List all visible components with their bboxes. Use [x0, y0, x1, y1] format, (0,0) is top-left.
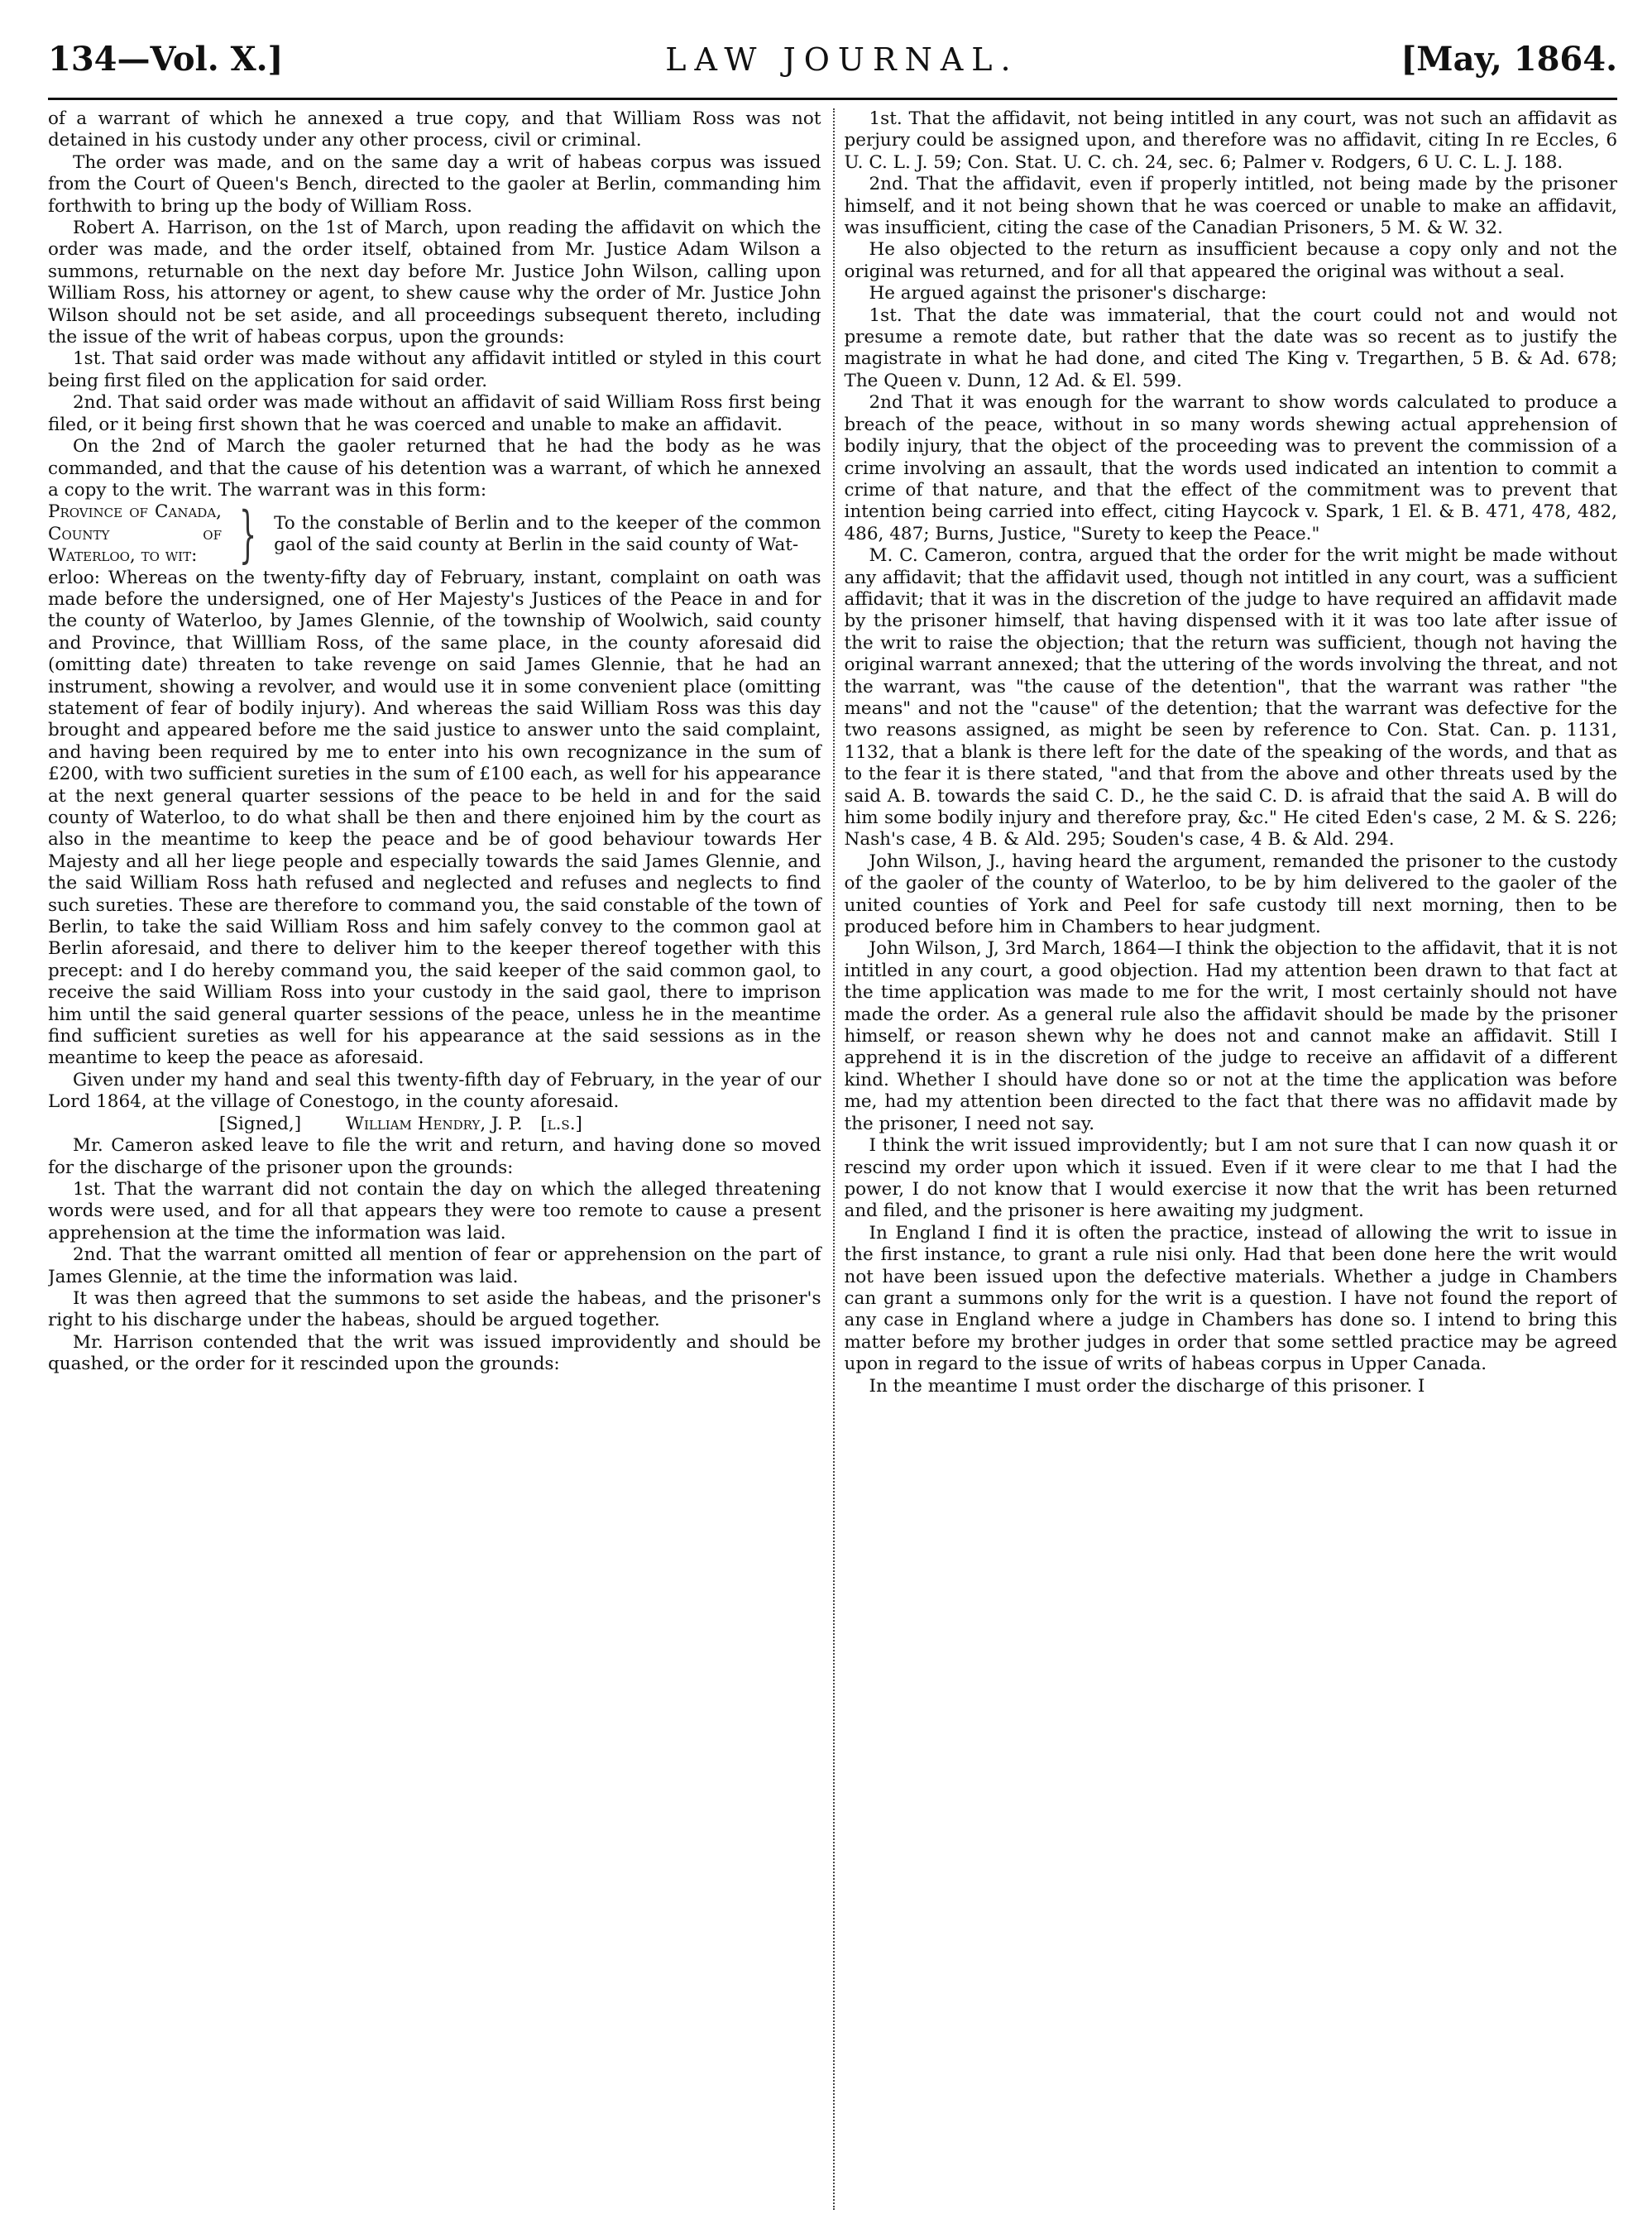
- paragraph: In England I find it is often the practice, instead of allowing the writ to issue in the first instance, to grant a rule nisi only. Had that been done here the writ would not have been issued upon the defective materials. Whether a judge in Chambers can grant a summons only for the writ is a question. I have not found the report of any case in England where a judge in Chambers has done so. I intend to bring this matter before my brother judges in order that some settled practice may be agreed upon in regard to the issue of writs of habeas corpus in Upper Canada.: [844, 1222, 1617, 1375]
- paragraph: Given under my hand and seal this twenty-fifth day of February, in the year of our Lord 1864, at the village of Conestogo, in the county aforesaid.: [48, 1069, 821, 1113]
- header-date: [May, 1864.: [1401, 40, 1617, 79]
- warrant-signature: [48, 1114, 821, 1135]
- paragraph: 1st. That the warrant did not contain the day on which the alleged threatening words were used, and for all that appears they were too remote to cause a present apprehension at the time the information was laid.: [48, 1178, 821, 1244]
- paragraph: The order was made, and on the same day a writ of habeas corpus was issued from the Court of Queen's Bench, directed to the gaoler at Berlin, commanding him forthwith to bring up the body of William Ross.: [48, 151, 821, 217]
- paragraph: He argued against the prisoner's discharge:: [869, 283, 1267, 304]
- warrant-address: To the constable of Berlin and to the keeper of the common gaol of the said county at Berlin in the said county of Wat-: [274, 512, 821, 555]
- paragraph: M. C. Cameron, contra, argued that the order for the writ might be made without any affidavit; that the affidavit used, though not intitled in any court, was a sufficient affidavit; that it was in the discretion of the judge to have required an affidavit made by the prisoner himself, that having dispensed with it it was too late after issue of the writ to raise the objection; that the return was sufficient, though not having the original warrant annexed; that the uttering of the words involving the threat, and not the warrant, was "the cause of the detention", that the warrant was rather "the means" and not the "cause" of the detention; that the warrant was defective for the two reasons assigned, as might be seen by reference to Con. Stat. Can. p. 1131, 1132, that a blank is there left for the date of the speaking of the words, and that as to the fear it is there stated, "and that from the above and other threats used by the said A. B. towards the said C. D., he the said C. D. is afraid that the said A. B will do him some bodily injury and therefore pray, &c." He cited Eden's case, 2 M. & S. 226; Nash's case, 4 B. & Ald. 295; Souden's case, 4 B. & Ald. 294.: [844, 545, 1617, 851]
- signature-signed: [Signed,]: [218, 1113, 302, 1134]
- text-columns: [48, 108, 1617, 2210]
- header-journal-title: LAW JOURNAL.: [665, 41, 1019, 78]
- paragraph: I think the writ issued improvidently; but I am not sure that I can now quash it or rescind my order upon which it issued. Even if it were clear to me that I had the power, I do not know that I would exercise it now that the writ has been returned and filed, and the prisoner is here awaiting my judgment.: [844, 1135, 1617, 1222]
- right-column: [845, 108, 1618, 2210]
- paragraph: Robert A. Harrison, on the 1st of March, upon reading the affidavit on which the order was made, and the order itself, obtained from Mr. Justice Adam Wilson a summons, returnable on the next day before Mr. Justice John Wilson, calling upon William Ross, his attorney or agent, to shew cause why the order of Mr. Justice John Wilson should not be set aside, and all proceedings subsequent thereto, including the issue of the writ of habeas corpus, upon the grounds:: [48, 218, 821, 348]
- paragraph: It was then agreed that the summons to set aside the habeas, and the prisoner's right to his discharge under the habeas, should be argued together.: [48, 1287, 821, 1331]
- paragraph: On the 2nd of March the gaoler returned that he had the body as he was commanded, and that the cause of his detention was a warrant, of which he annexed a copy to the writ. The warrant was in this form:: [48, 436, 821, 501]
- paragraph: 2nd That it was enough for the warrant to show words calculated to produce a breach of the peace, without in so many words shewing actual apprehension of bodily injury, that the object of the proceeding was to prevent the commission of a crime involving an assault, that the words used indicated an intention to commit a crime of that nature, and that the effect of the commitment was to prevent that intention being carried into effect, citing Haycock v. Spark, 1 El. & B. 471, 478, 482, 486, 487; Burns, Justice, "Surety to keep the Peace.": [844, 392, 1617, 544]
- paragraph: He also objected to the return as insufficient because a copy only and not the original was returned, and for all that appeared the original was without a seal.: [844, 239, 1617, 282]
- paragraph: 1st. That the affidavit, not being intitled in any court, was not such an affidavit as perjury could be assigned upon, and therefore was no affidavit, citing In re Eccles, 6 U. C. L. J. 59; Con. Stat. U. C. ch. 24, sec. 6; Palmer v. Rodgers, 6 U. C. L. J. 188.: [844, 108, 1617, 173]
- paragraph: Mr. Harrison contended that the writ was issued improvidently and should be quashed, or the order for it rescinded upon the grounds:: [48, 1331, 821, 1375]
- warrant-venue: Province of Canada, County of Waterloo, to wit:: [48, 501, 222, 567]
- paragraph: of a warrant of which he annexed a true copy, and that William Ross was not detained in his custody under any other process, civil or criminal.: [48, 108, 821, 151]
- left-column: [48, 108, 821, 2210]
- brace-glyph: }: [238, 498, 257, 570]
- paragraph: Mr. Cameron asked leave to file the writ and return, and having done so moved for the discharge of the prisoner upon the grounds:: [48, 1135, 821, 1178]
- paragraph: John Wilson, J, 3rd March, 1864—I think the objection to the affidavit, that it is not intitled in any court, a good objection. Had my attention been drawn to that fact at the time application was made to me for the writ, I most certainly should not have made the order. As a general rule also the affidavit should be made by the prisoner himself, or reason shewn why he does not and cannot make an affidavit. Still I apprehend it is in the discretion of the judge to receive an affidavit of a different kind. Whether I should have done so or not at the time the application was before me, had my attention been directed to the fact that there was no affidavit made by the prisoner, I need not say.: [844, 938, 1617, 1134]
- warrant-form-heading: [48, 498, 821, 570]
- signature-seal: [l.s.]: [540, 1113, 582, 1134]
- paragraph: 1st. That the date was immaterial, that the court could not and would not presume a remote date, but rather that the date was so recent as to justify the magistrate in what he had done, and cited The King v. Tregarthen, 5 B. & Ad. 678; The Queen v. Dunn, 12 Ad. & El. 599.: [844, 304, 1617, 391]
- paragraph: John Wilson, J., having heard the argument, remanded the prisoner to the custody of the gaoler of the county of Waterloo, to be by him delivered to the gaoler of the united counties of York and Peel for safe custody till next morning, then to be produced before him in Chambers to hear judgment.: [844, 851, 1617, 938]
- signature-name: William Hendry, J. P.: [345, 1113, 523, 1134]
- page-header: [48, 40, 1617, 100]
- paragraph: 1st. That said order was made without any affidavit intitled or styled in this court being first filed on the application for said order.: [48, 348, 821, 391]
- paragraph: 2nd. That the affidavit, even if properly intitled, not being made by the prisoner himself, and it not being shown that he was coerced or unable to make an affidavit, was insufficient, citing the case of the Canadian Prisoners, 5 M. & W. 32.: [844, 174, 1617, 239]
- paragraph: 2nd. That said order was made without an affidavit of said William Ross first being filed, or it being first shown that he was coerced and unable to make an affidavit.: [48, 392, 821, 435]
- header-page-volume: 134—Vol. X.]: [48, 40, 284, 79]
- paragraph: 2nd. That the warrant omitted all mention of fear or apprehension on the part of James Glennie, at the time the information was laid.: [48, 1244, 821, 1287]
- paragraph: In the meantime I must order the discharge of this prisoner. I: [869, 1375, 1425, 1397]
- warrant-body: erloo: Whereas on the twenty-fifty day of February, instant, complaint on oath was made before the undersigned, one of Her Majesty's Justices of the Peace in and for the county of Waterloo, by James Glennie, of the township of Woolwich, said county and Province, that Willliam Ross, of the same place, in the county aforesaid did (omitting date) threaten to take revenge on said James Glennie, that he had an instrument, showing a revolver, and would use it in some convenient place (omitting statement of fear of bodily injury). And whereas the said William Ross was this day brought and appeared before me the said justice to answer unto the said complaint, and having been required by me to enter into his own recognizance in the sum of £200, with two sufficient sureties in the sum of £100 each, as well for his appearance at the next general quarter sessions of the peace to be held in and for the said county of Waterloo, to do what shall be then and there enjoined him by the court as also in the meantime to keep the peace and be of good behaviour towards Her Majesty and all her liege people and especially towards the said James Glennie, and the said William Ross hath refused and neglected and refuses and neglects to find such sureties. These are therefore to command you, the said constable of the town of Berlin, to take the said William Ross and him safely convey to the common gaol at Berlin aforesaid, and there to deliver him to the keeper thereof together with this precept: and I do hereby command you, the said keeper of the said common gaol, to receive the said William Ross into your custody in the said gaol, there to imprison him until the said general quarter sessions of the peace, unless he in the meantime find sufficient sureties as well for his appearance at the said sessions as in the meantime to keep the peace as aforesaid.: [48, 567, 821, 1069]
